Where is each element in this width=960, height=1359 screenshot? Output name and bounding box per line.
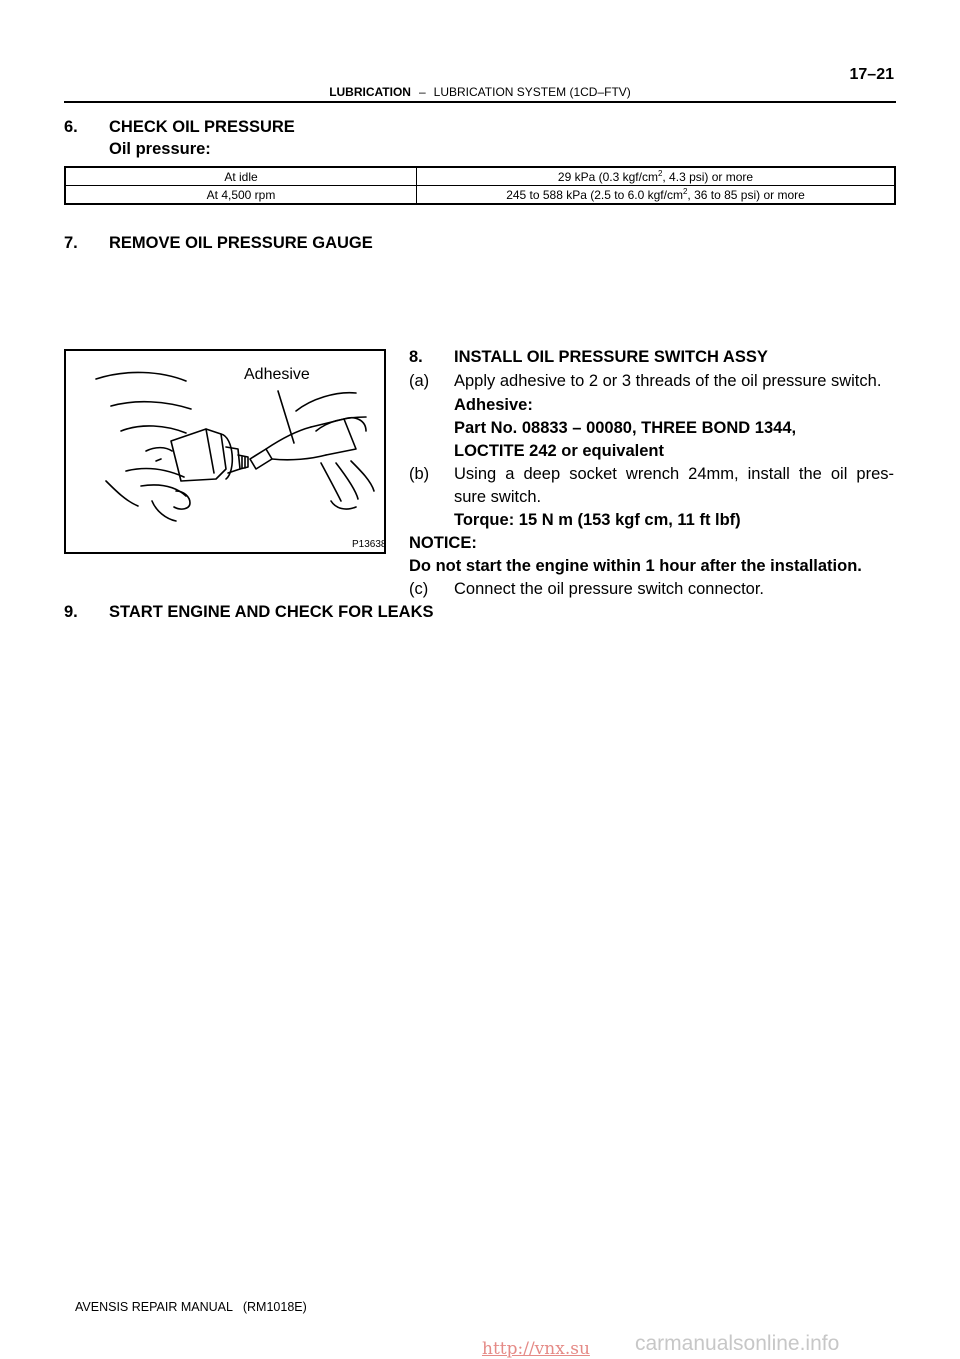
step-7-number: 7. <box>64 234 78 252</box>
header-subsection: LUBRICATION SYSTEM (1CD–FTV) <box>433 85 631 99</box>
torque-spec: Torque: 15 N m (153 kgf cm, 11 ft lbf) <box>454 511 741 529</box>
step-6-number: 6. <box>64 118 78 136</box>
oil-pressure-label: Oil pressure: <box>109 140 211 158</box>
value-4500rpm: 245 to 588 kPa (2.5 to 6.0 kgf/$cm^2$, 36 to 85 psi) or more <box>417 186 896 205</box>
step-6-title: CHECK OIL PRESSURE <box>109 118 295 136</box>
running-header <box>0 85 960 99</box>
notice-label: NOTICE: <box>409 534 477 552</box>
notice-text: Do not start the engine within 1 hour after the installation. <box>409 557 862 575</box>
step-8-number: 8. <box>409 348 423 366</box>
table-row <box>65 186 895 205</box>
oil-pressure-table <box>64 166 896 205</box>
adhesive-part-number: Part No. 08833 – 00080, THREE BOND 1344, <box>454 419 797 437</box>
step-8b-text-line2: sure switch. <box>454 488 542 506</box>
step-9-number: 9. <box>64 603 78 621</box>
step-7-title: REMOVE OIL PRESSURE GAUGE <box>109 234 373 252</box>
step-9-title: START ENGINE AND CHECK FOR LEAKS <box>109 603 434 621</box>
adhesive-alternatives: LOCTITE 242 or equivalent <box>454 442 664 460</box>
watermark-link-left[interactable]: http://vnx.su <box>482 1339 590 1359</box>
table-row <box>65 167 895 186</box>
footer-manual-id: AVENSIS REPAIR MANUAL (RM1018E) <box>75 1300 307 1314</box>
adhesive-figure <box>64 349 386 554</box>
step-8c-label: (c) <box>409 580 429 598</box>
figure-id: P13638 <box>352 539 387 550</box>
step-8c-text: Connect the oil pressure switch connector. <box>454 580 764 598</box>
figure-callout-adhesive: Adhesive <box>244 366 310 383</box>
header-rule <box>64 101 896 103</box>
condition-idle: At idle <box>65 167 417 186</box>
hand-applying-adhesive-illustration <box>66 351 387 552</box>
step-8-title: INSTALL OIL PRESSURE SWITCH ASSY <box>454 348 768 366</box>
page-number: 17–21 <box>849 66 894 83</box>
step-8b-label: (b) <box>409 465 430 483</box>
step-8b-text-line1: Using a deep socket wrench 24mm, install the oil pres- <box>454 465 894 483</box>
header-section: LUBRICATION <box>329 85 411 99</box>
step-8a-text: Apply adhesive to 2 or 3 threads of the oil pressure switch. <box>454 372 882 390</box>
adhesive-label: Adhesive: <box>454 396 533 414</box>
header-separator: – <box>418 85 426 99</box>
value-idle: 29 kPa (0.3 kgf/$cm^2$, 4.3 psi) or more <box>417 167 896 186</box>
condition-4500rpm: At 4,500 rpm <box>65 186 417 205</box>
watermark-right: carmanualsonline.info <box>635 1332 840 1355</box>
step-8a-label: (a) <box>409 372 430 390</box>
